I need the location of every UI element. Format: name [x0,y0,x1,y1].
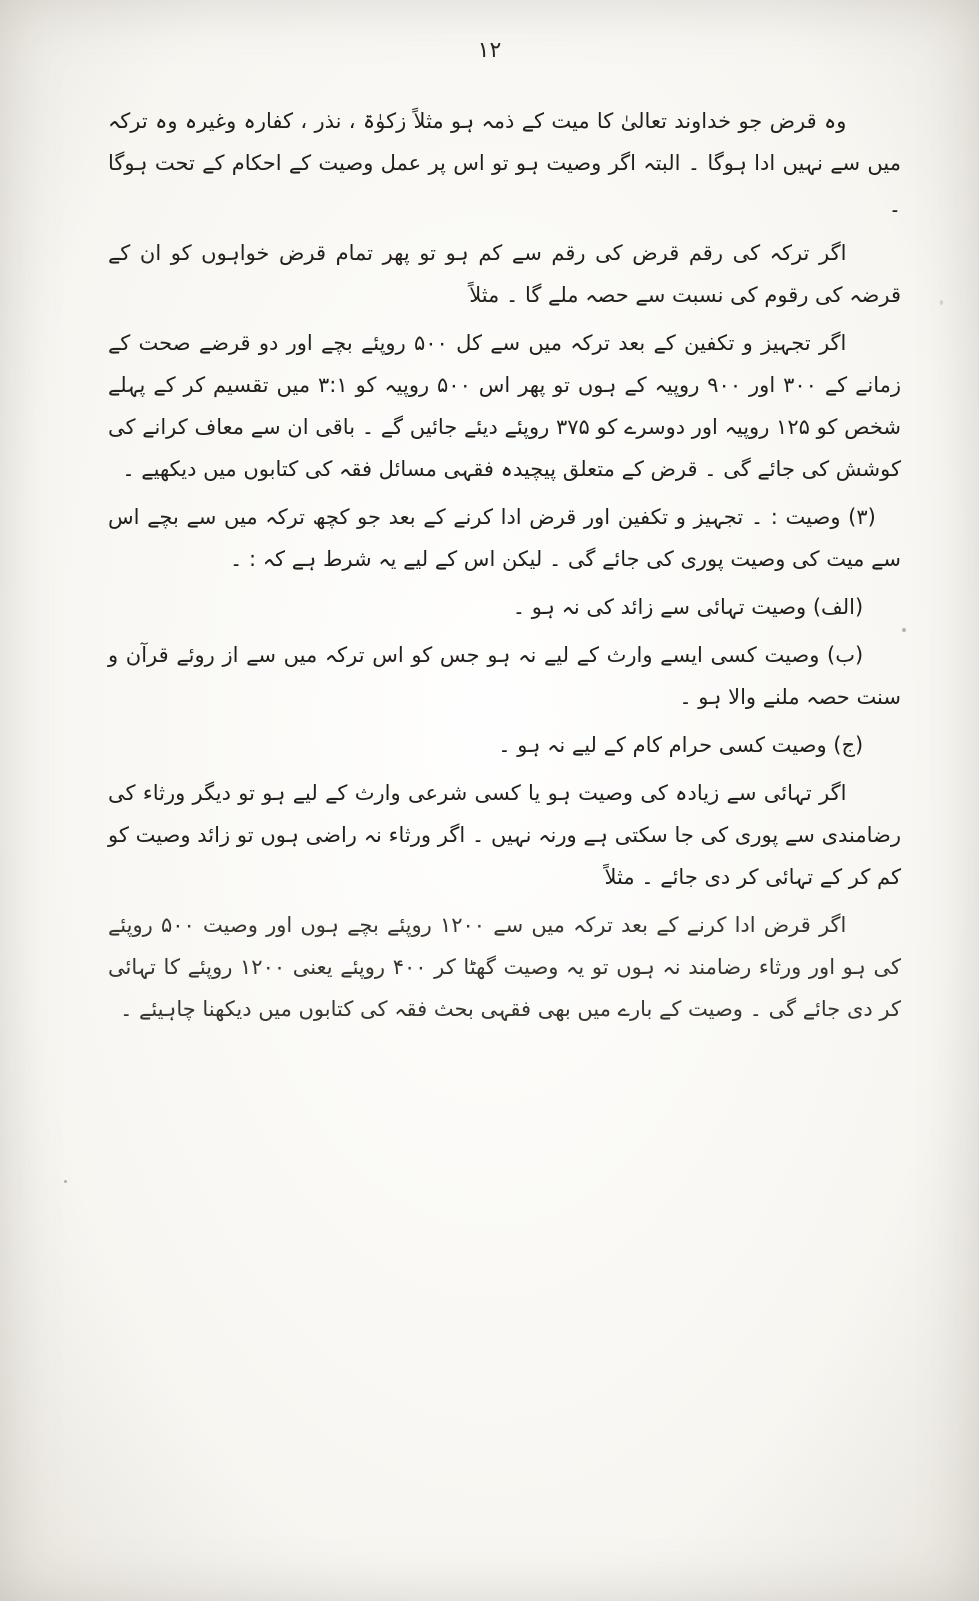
paragraph-excess-wasiyyat-conditions: اگر تہائی سے زیادہ کی وصیت ہو یا کسی شرعی وارث کے لیے ہو تو دیگر ورثاء کی رضامندی سے پوری کی جا سکتی ہے ورنہ نہیں ۔ اگر ورثاء نہ راضی ہوں تو زائد وصیت کو کم کر کے تہائی کر دی جائے ۔ مثلاً [108,781,901,889]
list-item-alif: (الف) وصیت تہائی سے زائد کی نہ ہو ۔ [512,595,864,619]
body-text-block [108,100,901,1511]
paragraph-wasiyyat-reduction-example: اگر قرض ادا کرنے کے بعد ترکہ میں سے ۱۲۰۰ روپئے بچے ہوں اور وصیت ۵۰۰ روپئے کی ہو اور ورثاء رضامند نہ ہوں تو یہ وصیت گھٹا کر ۴۰۰ روپئے یعنی ۱۲۰۰ روپئے کا تہائی کر دی جائے گی ۔ وصیت کے بارے میں بھی فقہی بحث فقہ کی کتابوں میں دیکھنا چاہیئے ۔ [108,913,901,1021]
paragraph-wasiyyat-heading: (۳) وصیت : ۔ تجہیز و تکفین اور قرض ادا کرنے کے بعد جو کچھ ترکہ میں سے بچے اس سے میت کی وصیت پوری کی جائے گی ۔ لیکن اس کے لیے یہ شرط ہے کہ : ۔ [108,505,901,571]
page-number: ۱۲ [477,38,502,63]
scan-noise-speck [64,1180,67,1183]
scan-noise-speck [940,300,943,305]
paragraph-estate-less-than-debt: اگر ترکہ کی رقم قرض کی رقم سے کم ہو تو پھر تمام قرض خواہوں کو ان کے قرضہ کی رقوم کی نسبت سے حصہ ملے گا ۔ مثلاً [108,241,901,307]
list-item-jeem: (ج) وصیت کسی حرام کام کے لیے نہ ہو ۔ [498,733,864,757]
paragraph-debt-to-god: وہ قرض جو خداوند تعالیٰ کا میت کے ذمہ ہو مثلاً زکوٰۃ ، نذر ، کفارہ وغیرہ وہ ترکہ میں سے نہیں ادا ہوگا ۔ البتہ اگر وصیت ہو تو اس پر عمل وصیت کے احکام کے تحت ہوگا ۔ [108,109,901,217]
list-item-be: (ب) وصیت کسی ایسے وارث کے لیے نہ ہو جس کو اس ترکہ میں سے از روئے قرآن و سنت حصہ ملنے والا ہو ۔ [108,643,901,709]
scan-noise-speck [902,628,906,632]
paragraph-debt-division-example: اگر تجہیز و تکفین کے بعد ترکہ میں سے کل ۵۰۰ روپئے بچے اور دو قرضے صحت کے زمانے کے ۳۰۰ اور ۹۰۰ روپیہ کے ہوں تو پھر اس ۵۰۰ روپیہ کو ۳:۱ میں تقسیم کر کے پہلے شخص کو ۱۲۵ روپیہ اور دوسرے کو ۳۷۵ روپئے دیئے جائیں گے ۔ باقی ان سے معاف کرانے کی کوشش کی جائے گی ۔ قرض کے متعلق پیچیدہ فقہی مسائل فقہ کی کتابوں میں دیکھیے ۔ [108,331,902,481]
